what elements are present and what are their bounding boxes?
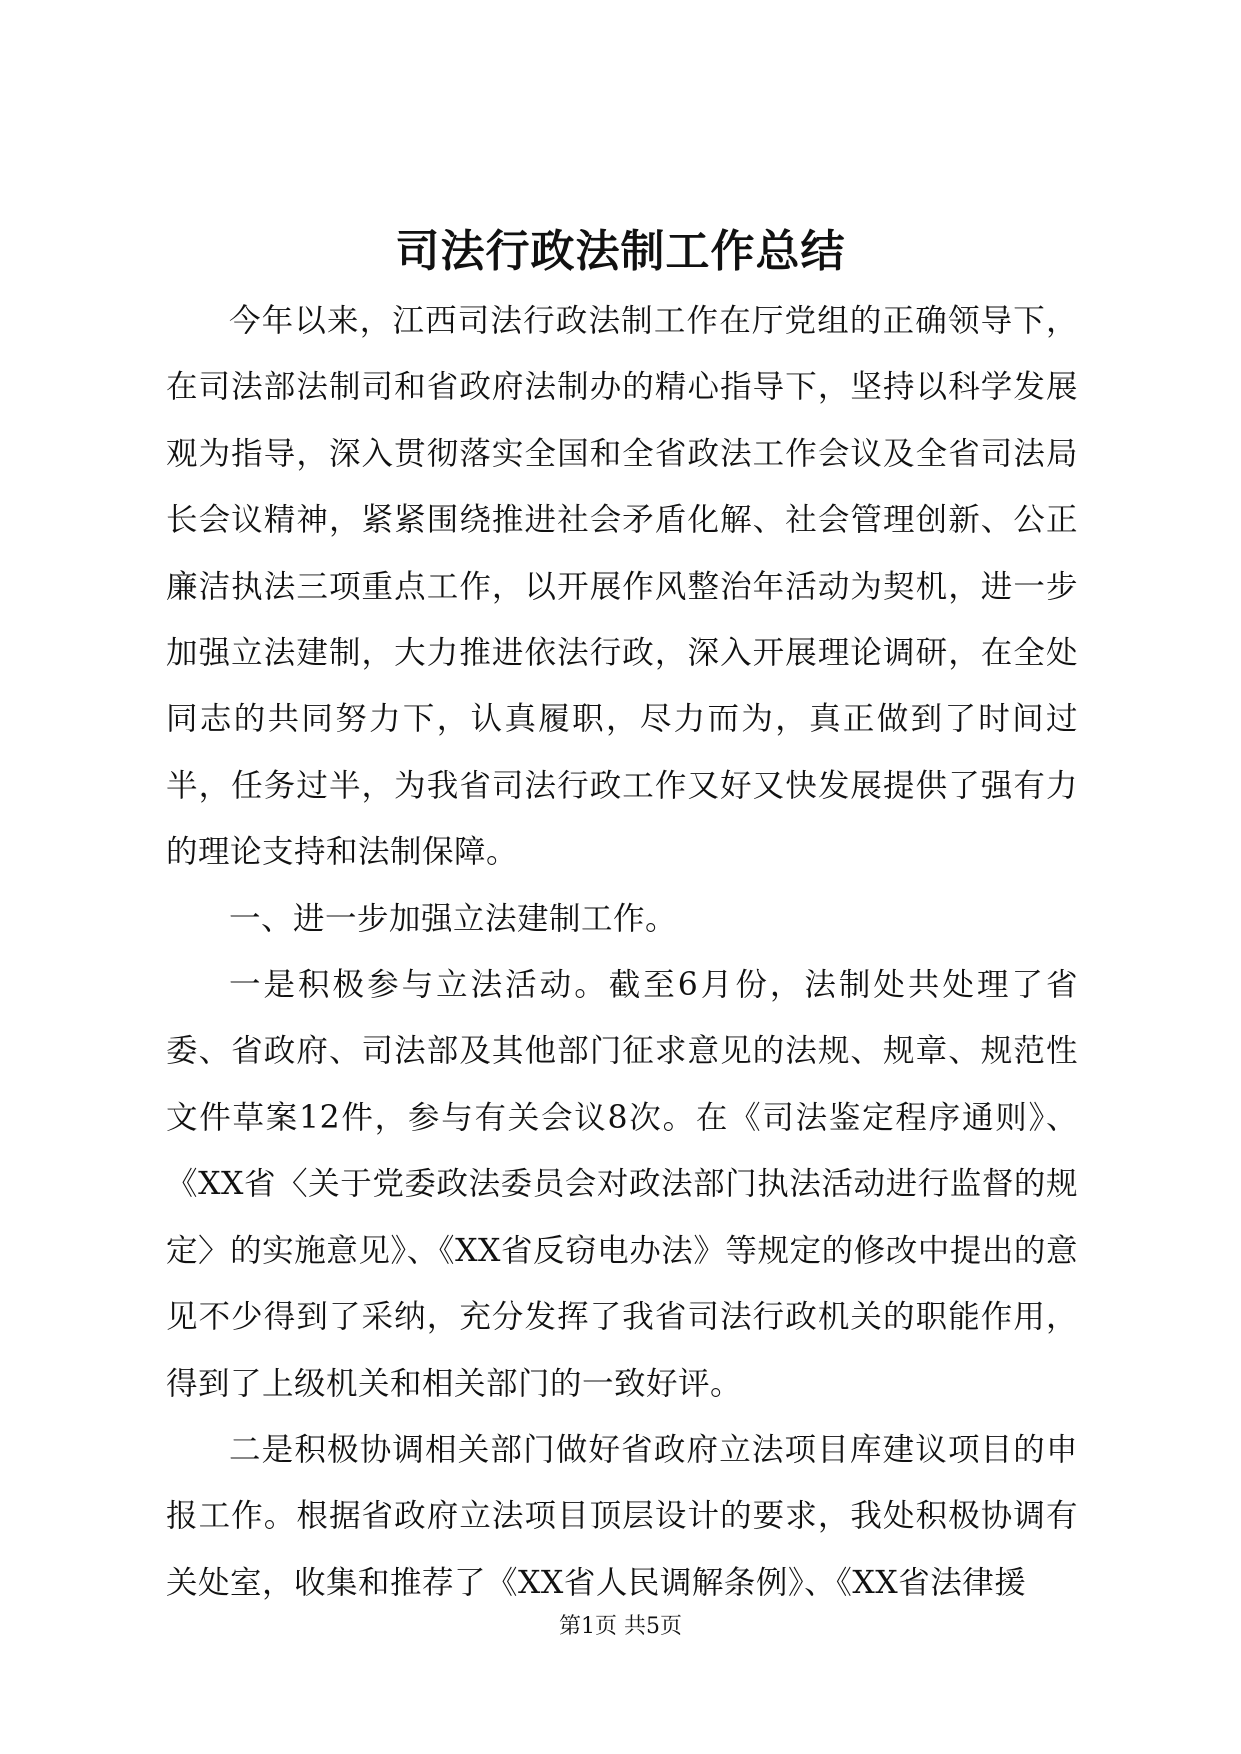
document-body (166, 288, 1078, 1616)
paragraph-intro: 今年以来，江西司法行政法制工作在厅党组的正确领导下，在司法部法制司和省政府法制办的精心指导下，坚持以科学发展观为指导，深入贯彻落实全国和全省政法工作会议及全省司法局长会议精神，紧紧围绕推进社会矛盾化解、社会管理创新、公正廉洁执法三项重点工作，以开展作风整治年活动为契机，进一步加强立法建制，大力推进依法行政，深入开展理论调研，在全处同志的共同努力下，认真履职，尽力而为，真正做到了时间过半，任务过半，为我省司法行政工作又好又快发展提供了强有力的理论支持和法制保障。 (166, 303, 1078, 871)
document-title: 司法行政法制工作总结 (395, 226, 846, 277)
section-heading-1: 一、进一步加强立法建制工作。 (229, 900, 678, 937)
page-number: 第1页 共5页 (559, 1614, 682, 1639)
paragraph-item-2: 二是积极协调相关部门做好省政府立法项目库建议项目的申报工作。根据省政府立法项目顶层设计的要求，我处积极协调有关处室，收集和推荐了《XX省人民调解条例》、《XX省法律援 (166, 1431, 1078, 1601)
paragraph-item-1: 一是积极参与立法活动。截至6月份，法制处共处理了省委、省政府、司法部及其他部门征求意见的法规、规章、规范性文件草案12件，参与有关会议8次。在《司法鉴定程序通则》、《XX省〈关于党委政法委员会对政法部门执法活动进行监督的规定〉的实施意见》、《XX省反窃电办法》等规定的修改中提出的意见不少得到了采纳，充分发挥了我省司法行政机关的职能作用，得到了上级机关和相关部门的一致好评。 (166, 967, 1078, 1402)
